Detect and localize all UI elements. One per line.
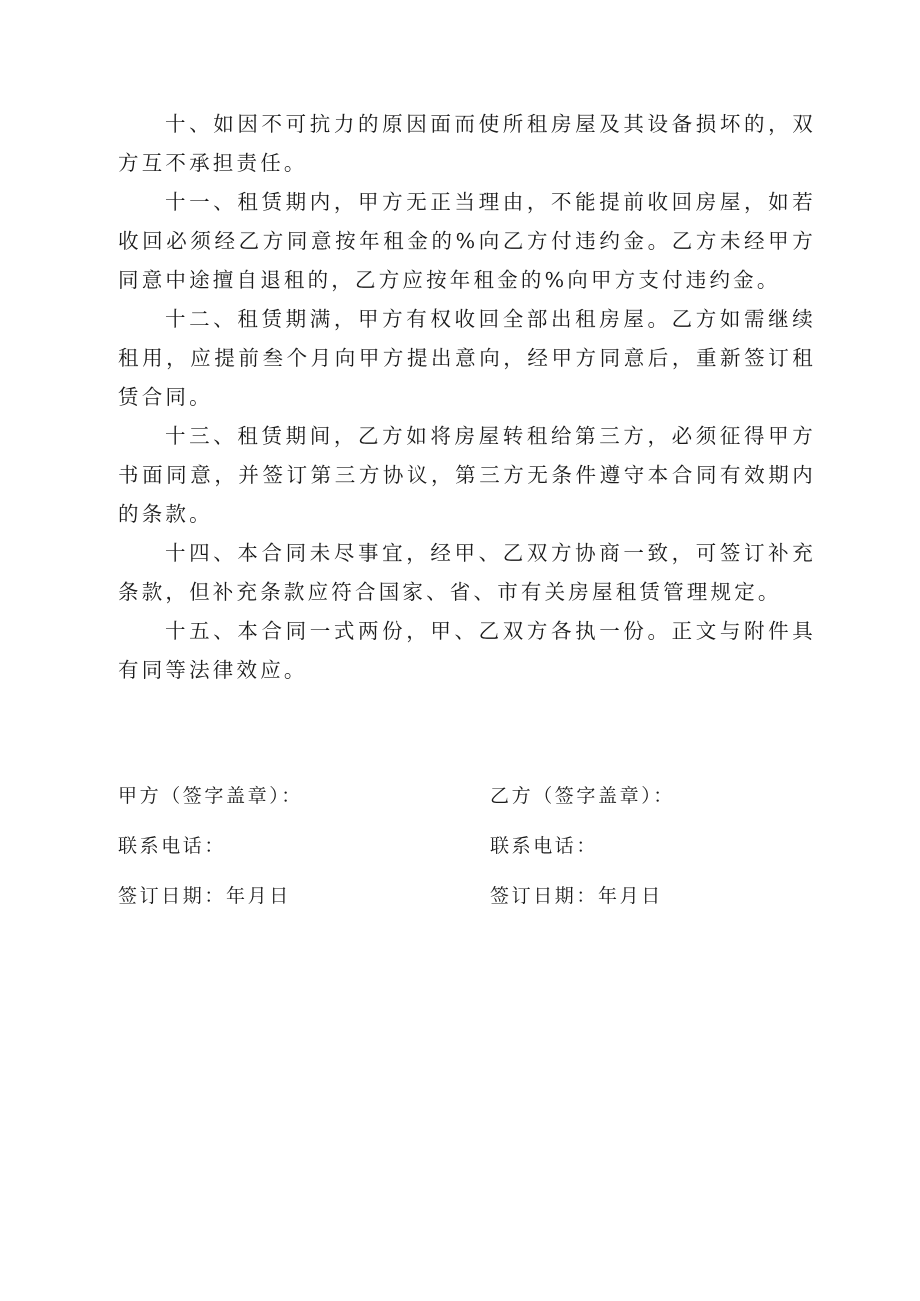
party-a-seal-label: 甲方（签字盖章）： [118, 785, 303, 807]
contract-clauses [118, 105, 816, 690]
party-b-seal-label: 乙方（签字盖章）： [490, 785, 675, 807]
party-b-phone-label: 联系电话： [490, 835, 599, 857]
party-a-phone-label: 联系电话： [118, 835, 227, 857]
clause-12: 十二、租赁期满，甲方有权收回全部出租房屋。乙方如需继续租用，应提前叁个月向甲方提出意向，经甲方同意后，重新签订租赁合同。 [118, 307, 816, 409]
signature-block [118, 776, 818, 926]
signature-row-date [118, 876, 818, 926]
party-b-date-label: 签订日期：年月日 [490, 885, 663, 907]
clause-13: 十三、租赁期间，乙方如将房屋转租给第三方，必须征得甲方书面同意，并签订第三方协议，第三方无条件遵守本合同有效期内的条款。 [118, 424, 816, 526]
clause-15: 十五、本合同一式两份，甲、乙双方各执一份。正文与附件具有同等法律效应。 [118, 619, 816, 682]
signature-row-phone [118, 826, 818, 876]
clause-14: 十四、本合同未尽事宜，经甲、乙双方协商一致，可签订补充条款，但补充条款应符合国家、省、市有关房屋租赁管理规定。 [118, 541, 816, 604]
clause-11: 十一、租赁期内，甲方无正当理由，不能提前收回房屋，如若收回必须经乙方同意按年租金的%向乙方付违约金。乙方未经甲方同意中途擅自退租的，乙方应按年租金的%向甲方支付违约金。 [118, 190, 816, 292]
clause-10: 十、如因不可抗力的原因面而使所租房屋及其设备损坏的，双方互不承担责任。 [118, 112, 816, 175]
party-a-date-label: 签订日期：年月日 [118, 885, 291, 907]
signature-row-seal [118, 776, 818, 826]
